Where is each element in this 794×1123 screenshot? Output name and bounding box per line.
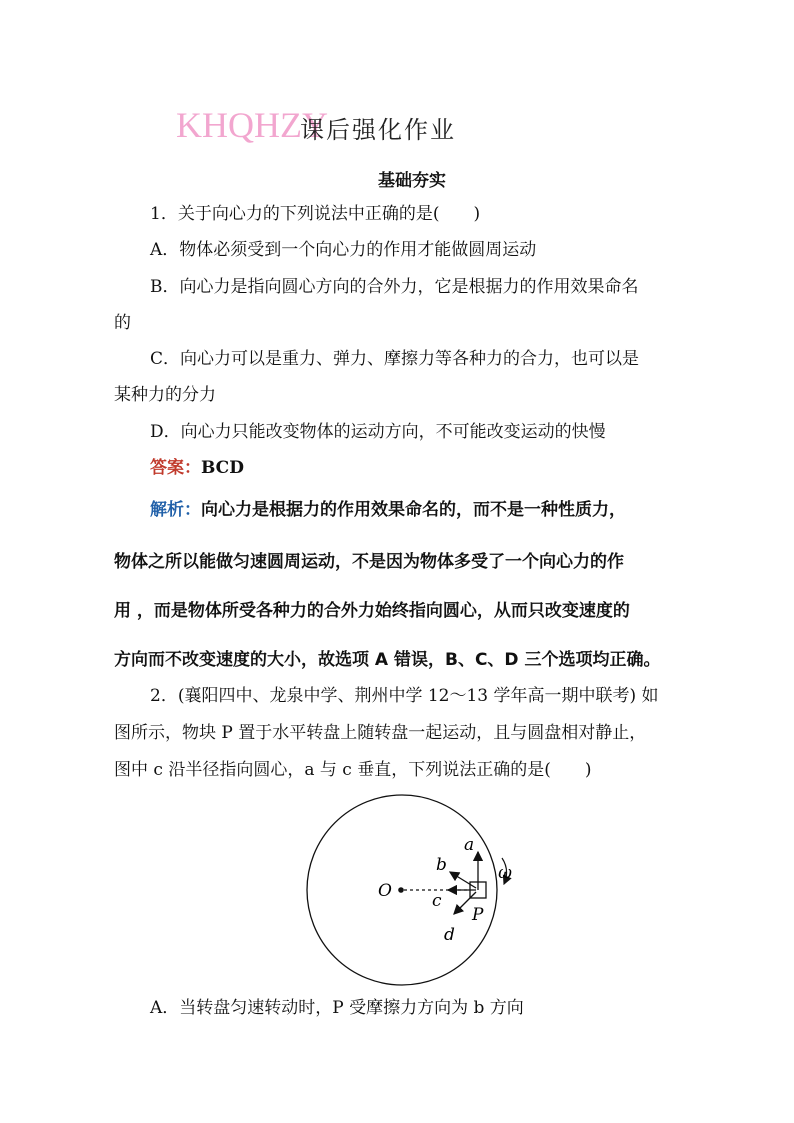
- q2-stem-line1: 2．(襄阳四中、龙泉中学、荆州中学 12～13 学年高一期中联考) 如: [150, 686, 659, 706]
- page-title: 课后强化作业: [300, 116, 456, 144]
- q1-option-c-line2: 某种力的分力: [114, 385, 216, 405]
- label-c: c: [432, 891, 442, 911]
- answer-label: 答案：: [150, 458, 201, 478]
- q2-stem-line2: 图所示，物块 P 置于水平转盘上随转盘一起运动，且与圆盘相对静止，: [114, 723, 647, 743]
- q1-analysis-line3: 用 ，而是物体所受各种力的合外力始终指向圆心，从而只改变速度的: [114, 601, 630, 621]
- q1-option-b-line1: B．向心力是指向圆心方向的合外力，它是根据力的作用效果命名: [150, 277, 639, 297]
- q2-stem-line3: 图中 c 沿半径指向圆心，a 与 c 垂直，下列说法正确的是( ): [114, 760, 592, 780]
- answer-value: BCD: [201, 458, 244, 478]
- q1-answer: [150, 458, 244, 478]
- analysis-text-1: 向心力是根据力的作用效果命名的，而不是一种性质力，: [201, 500, 626, 520]
- q1-stem: 1．关于向心力的下列说法中正确的是( ): [150, 204, 481, 224]
- label-omega: ω: [498, 863, 512, 883]
- q1-option-c-line1: C．向心力可以是重力、弹力、摩擦力等各种力的合力，也可以是: [150, 349, 640, 369]
- label-d: d: [444, 925, 455, 945]
- label-a: a: [464, 835, 475, 855]
- section-title: 基础夯实: [378, 171, 446, 191]
- brand-logo: KHQHZY: [176, 105, 328, 145]
- arrow-b: [450, 872, 476, 888]
- label-o: O: [378, 881, 392, 901]
- q1-analysis-line4: 方向而不改变速度的大小，故选项 A 错误，B、C、D 三个选项均正确。: [114, 650, 661, 670]
- q1-analysis-line2: 物体之所以能做匀速圆周运动，不是因为物体多受了一个向心力的作: [114, 552, 624, 572]
- center-point: [398, 887, 404, 893]
- q2-option-a: A．当转盘匀速转动时，P 受摩擦力方向为 b 方向: [150, 998, 524, 1018]
- label-p: P: [472, 905, 484, 925]
- label-b: b: [436, 855, 447, 875]
- q1-option-d: D．向心力只能改变物体的运动方向，不可能改变运动的快慢: [150, 422, 606, 442]
- analysis-label: 解析：: [150, 500, 201, 520]
- q1-option-b-line2: 的: [114, 313, 131, 333]
- turntable-figure: [300, 810, 510, 990]
- q1-analysis-line1: [150, 500, 626, 520]
- q1-option-a: A．物体必须受到一个向心力的作用才能做圆周运动: [150, 240, 537, 260]
